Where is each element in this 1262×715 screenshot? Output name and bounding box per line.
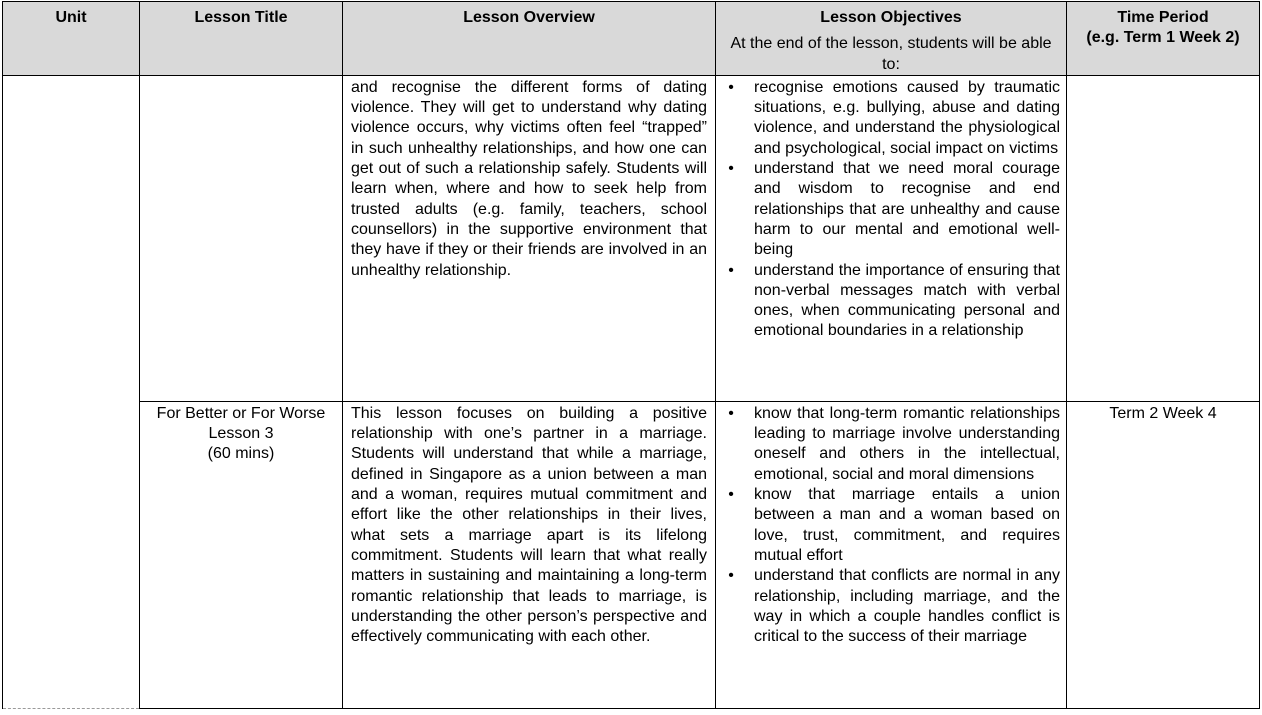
header-lesson-title: Lesson Title: [140, 2, 343, 76]
objective-item: [726, 261, 1060, 342]
lesson-overview-cell: [343, 75, 716, 401]
table-row: [3, 75, 1260, 401]
header-time-example: (e.g. Term 1 Week 2): [1086, 29, 1240, 47]
objective-item: [726, 485, 1060, 566]
header-objectives-subtitle: At the end of the lesson, students will be able to:: [730, 35, 1052, 73]
lesson-overview-cell: [343, 401, 716, 708]
objective-item: [726, 566, 1060, 647]
header-time-label: Time Period: [1117, 9, 1209, 26]
time-period-cell: [1067, 75, 1260, 401]
lesson-title: For Better or For Worse: [156, 404, 326, 422]
lesson-objectives-cell: [716, 401, 1067, 708]
lesson-objectives-cell: [716, 75, 1067, 401]
lesson-overview-text: This lesson focuses on building a positive relationship with one’s partner in a marriage. Students will understand that while a marriage, defined in Singapore as a union between a man and a woman, requires mutual commitment and effort like the other relationships in their lives, what sets a marriage apart is its lifelong commitment. Students will learn that what really matters in sustaining and maintaining a long-term romantic relationship that leads to marriage, is understanding the other person’s perspective and effectively communicating with each other.: [351, 404, 707, 646]
bullet-icon: •: [728, 567, 734, 585]
header-objectives-label: Lesson Objectives: [820, 9, 962, 26]
unit-cell: [3, 75, 140, 708]
lesson-title-cell: [140, 75, 343, 401]
header-row: [3, 2, 1260, 76]
bullet-icon: •: [728, 160, 734, 178]
bullet-icon: •: [728, 486, 734, 504]
lesson-title-cell: [140, 401, 343, 708]
bullet-icon: •: [728, 404, 734, 422]
lesson-number: Lesson 3: [208, 425, 274, 443]
objective-item: [726, 159, 1060, 260]
lesson-duration: (60 mins): [207, 445, 275, 463]
table-row: [3, 401, 1260, 708]
objective-text: know that long-term romantic relationships leading to marriage involve understanding oneself and others in the intellectual, emotional, social and moral dimensions: [754, 404, 1060, 483]
objective-text: understand the importance of ensuring that non-verbal messages match with verbal ones, when communicating personal and emotional boundaries in a relationship: [754, 261, 1060, 340]
objectives-list: [726, 404, 1060, 648]
objective-text: recognise emotions caused by traumatic situations, e.g. bullying, abuse and dating violence, and understand the physiological and psychological, social impact on victims: [754, 78, 1060, 157]
objectives-list: [726, 78, 1060, 342]
objective-text: understand that conflicts are normal in any relationship, including marriage, and the way in which a couple handles conflict is critical to the success of their marriage: [754, 567, 1060, 646]
bullet-icon: •: [728, 78, 734, 96]
objective-text: know that marriage entails a union between a man and a woman based on love, trust, commitment, and requires mutual effort: [754, 486, 1060, 564]
objective-item: [726, 78, 1060, 159]
time-period-cell: Term 2 Week 4: [1067, 401, 1260, 708]
lesson-overview-text: and recognise the different forms of dating violence. They will get to understand why dating violence occurs, why victims often feel “trapped” in such unhealthy relationships, and how one can get out of such a relationship safely. Students will learn when, where and how to seek help from trusted adults (e.g. family, teachers, school counsellors) in the supportive environment that they have if they or their friends are involved in an unhealthy relationship.: [351, 78, 707, 279]
header-unit: Unit: [3, 2, 140, 76]
header-time-period: [1067, 2, 1260, 76]
objective-item: [726, 404, 1060, 485]
header-lesson-overview: Lesson Overview: [343, 2, 716, 76]
lesson-plan-table: [2, 1, 1260, 709]
bullet-icon: •: [728, 261, 734, 279]
header-lesson-objectives: [716, 2, 1067, 76]
objective-text: understand that we need moral courage and wisdom to recognise and end relationships that are unhealthy and cause harm to our mental and emotional well-being: [754, 160, 1060, 259]
